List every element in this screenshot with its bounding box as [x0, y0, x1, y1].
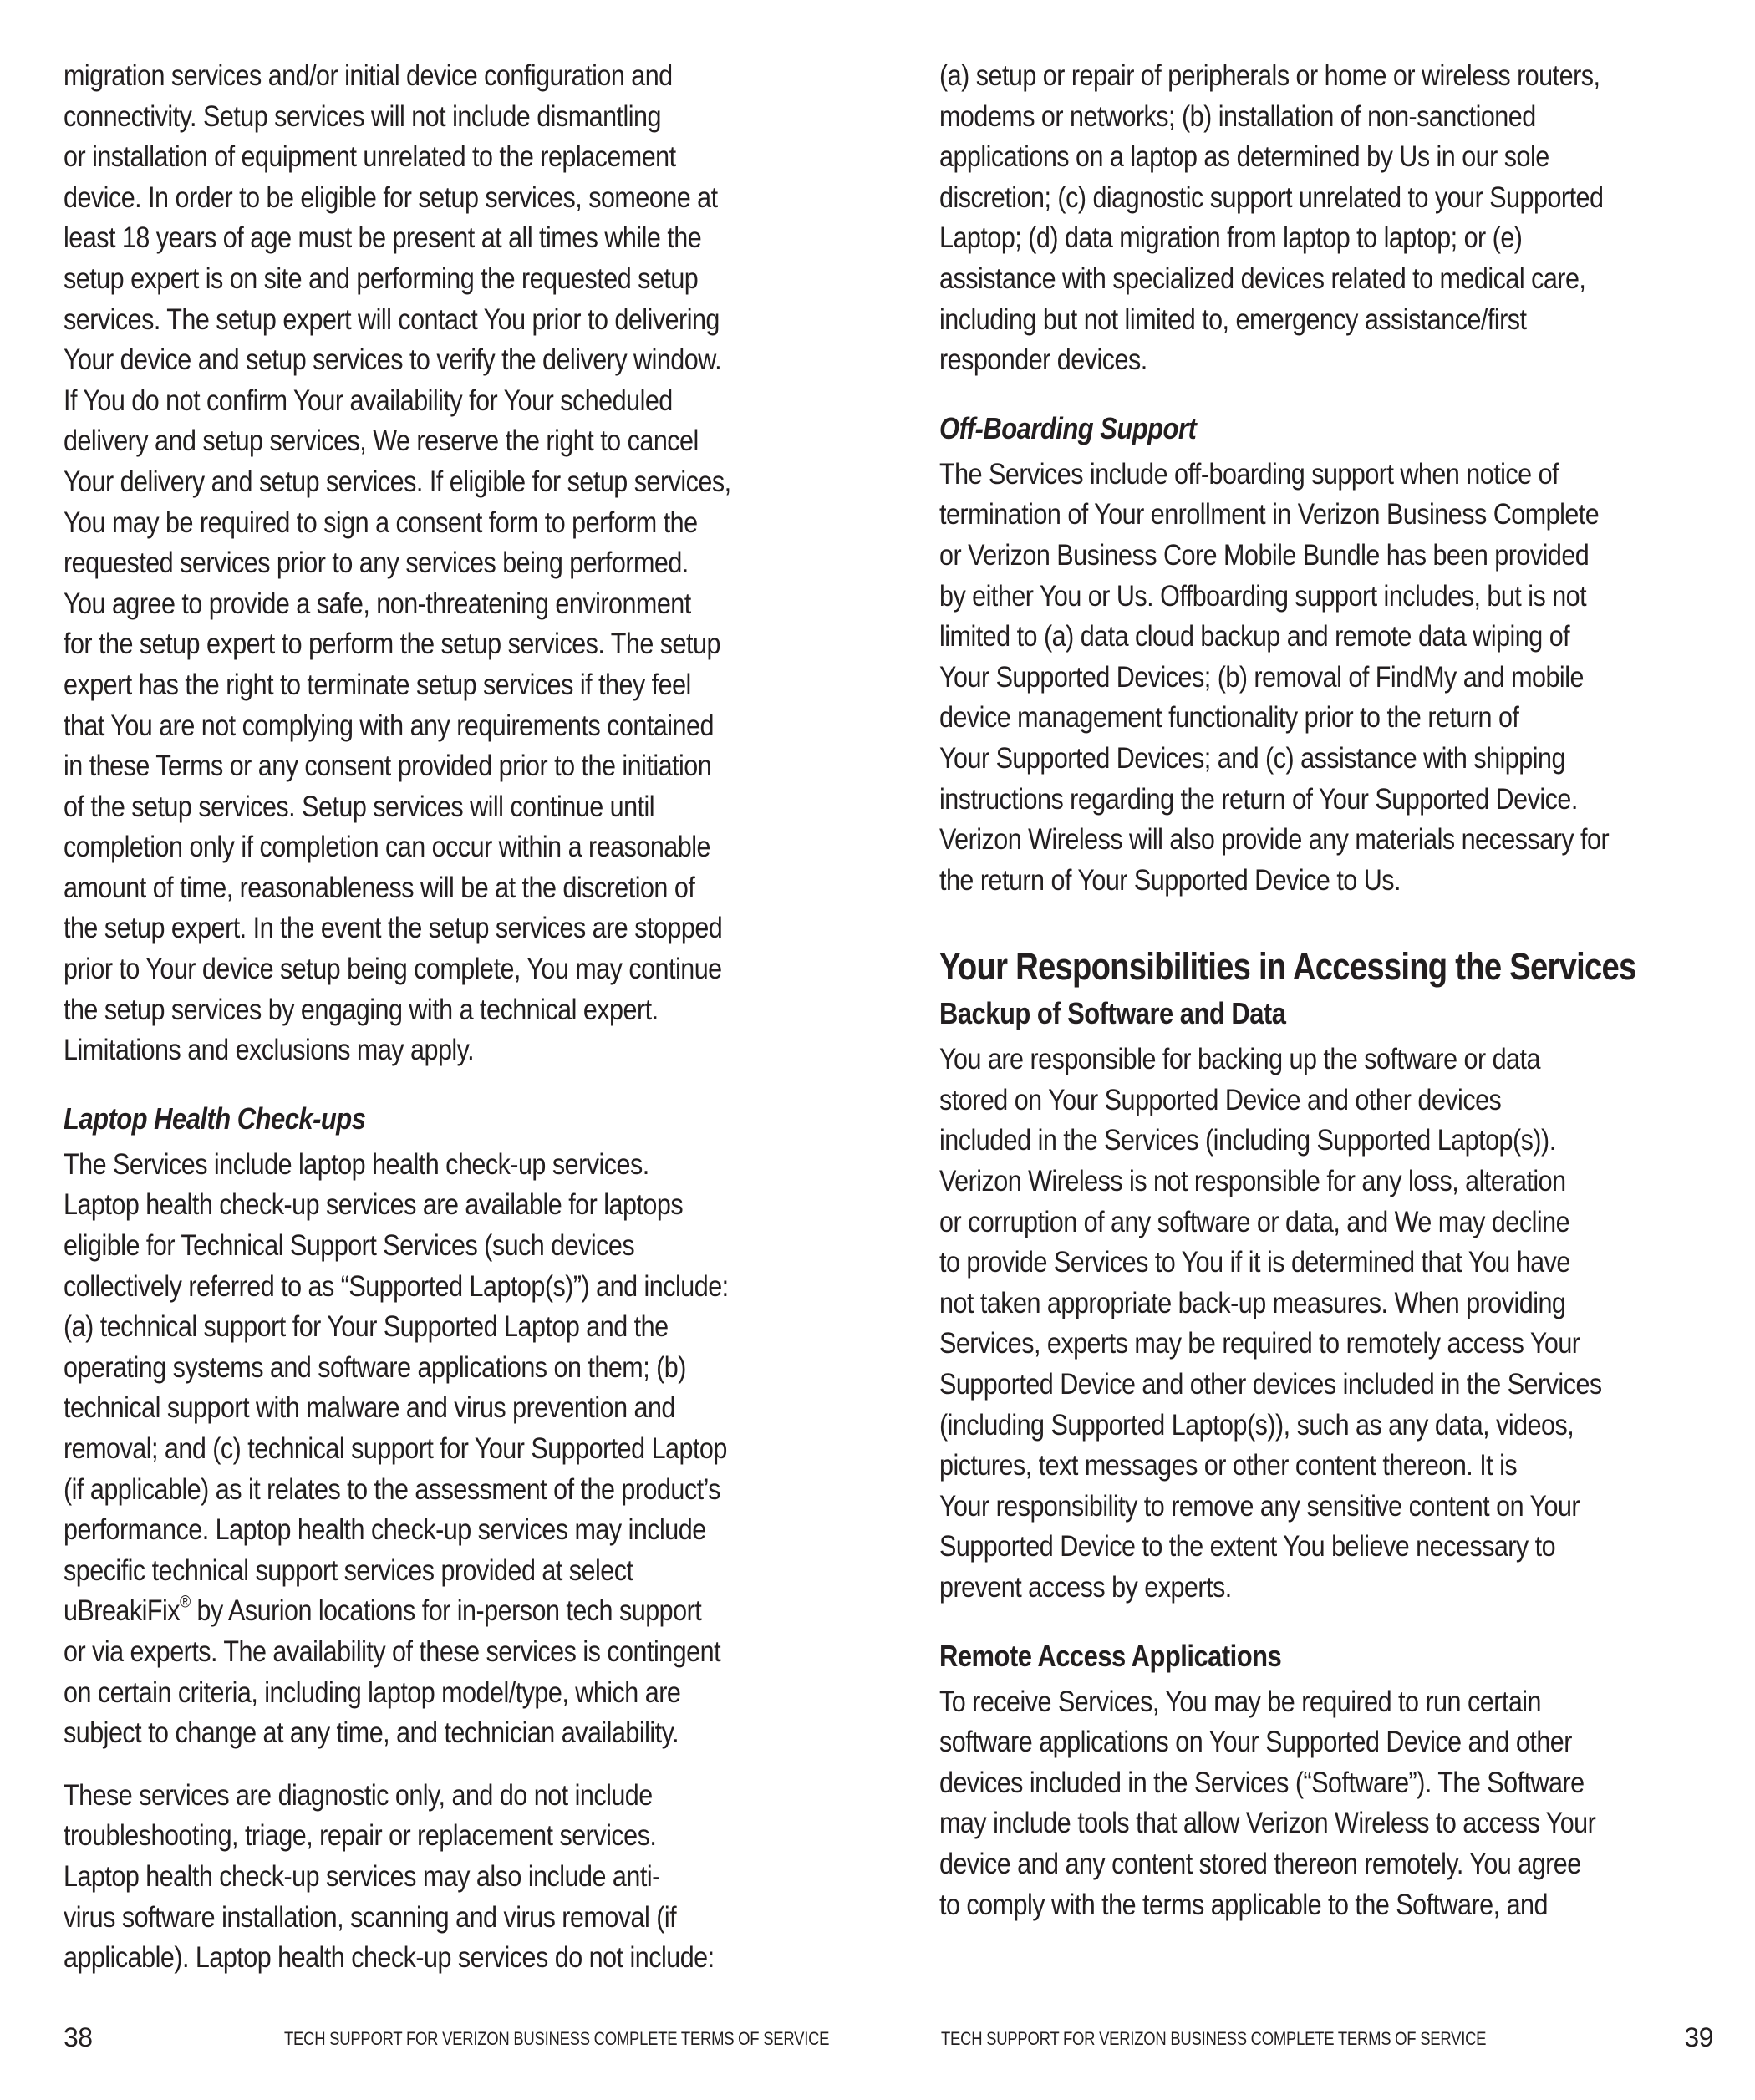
- text-line: software applications on Your Supported Device and other: [939, 1725, 1572, 1759]
- running-head: TECH SUPPORT FOR VERIZON BUSINESS COMPLETE TERMS OF SERVICE: [941, 2028, 1487, 2049]
- text-line: the return of Your Supported Device to Us.: [939, 862, 1401, 897]
- spacer: [939, 380, 1750, 409]
- text-line: device management functionality prior to the return of: [939, 700, 1519, 735]
- text-line: Your Supported Devices; and (c) assistance with shipping: [939, 740, 1565, 775]
- body-paragraph: [939, 1681, 1748, 1925]
- text-line: of the setup services. Setup services will continue until: [64, 789, 655, 823]
- text-line: stored on Your Supported Device and other devices: [939, 1082, 1502, 1116]
- page-number: 39: [1684, 2022, 1713, 2052]
- text-line: or via experts. The availability of these services is contingent: [64, 1634, 721, 1668]
- text-line: completion only if completion can occur within a reasonable: [64, 830, 710, 864]
- text-line: modems or networks; (b) installation of non-sanctioned: [939, 99, 1536, 133]
- text-line: troubleshooting, triage, repair or replacement services.: [64, 1818, 657, 1853]
- spacer: [939, 900, 1750, 943]
- text-line: eligible for Technical Support Services (such devices: [64, 1228, 635, 1263]
- text-line: or installation of equipment unrelated to the replacement: [64, 140, 676, 174]
- text-line: Verizon Wireless is not responsible for any loss, alteration: [939, 1164, 1566, 1198]
- text-line: device. In order to be eligible for setup services, someone at: [64, 180, 718, 214]
- text-line: Laptop health check-up services may also include anti-: [64, 1858, 660, 1893]
- text-line: performance. Laptop health check-up services may include: [64, 1513, 706, 1547]
- subheading-backup-of-software-and-data: Backup of Software and Data: [939, 996, 1286, 1031]
- page-number: 38: [64, 2022, 93, 2052]
- text-run: by Asurion locations for in-person tech support: [190, 1594, 702, 1628]
- text-line: by either You or Us. Offboarding support includes, but is not: [939, 578, 1587, 613]
- subheading-remote-access-applications: Remote Access Applications: [939, 1638, 1282, 1673]
- text-line: To receive Services, You may be required to run certain: [939, 1684, 1542, 1718]
- text-line: that You are not complying with any requirements contained: [64, 708, 714, 742]
- text-line: The Services include off-boarding support when notice of: [939, 456, 1559, 491]
- right-page: [878, 0, 1755, 2100]
- text-line: the setup services by engaging with a technical expert.: [64, 992, 659, 1026]
- text-line: Your responsibility to remove any sensitive content on Your: [939, 1488, 1580, 1523]
- text-line: device and any content stored thereon remotely. You agree: [939, 1846, 1581, 1880]
- right-page-footer: [878, 2021, 1755, 2054]
- text-line: If You do not confirm Your availability for Your scheduled: [64, 383, 673, 417]
- text-line: to provide Services to You if it is determined that You have: [939, 1245, 1570, 1279]
- text-line: Laptop; (d) data migration from laptop to laptop; or (e): [939, 221, 1523, 255]
- text-line: Your Supported Devices; (b) removal of FindMy and mobile: [939, 659, 1584, 694]
- text-line: You are responsible for backing up the software or data: [939, 1042, 1540, 1076]
- text-line: (a) setup or repair of peripherals or home or wireless routers,: [939, 58, 1600, 92]
- text-line: Your device and setup services to verify the delivery window.: [64, 343, 722, 377]
- text-line: including but not limited to, emergency assistance/first: [939, 302, 1527, 336]
- text-line: responder devices.: [939, 343, 1147, 377]
- text-line: These services are diagnostic only, and do not include: [64, 1777, 653, 1812]
- text-line: or corruption of any software or data, and We may decline: [939, 1204, 1570, 1238]
- text-line: for the setup expert to perform the setup services. The setup: [64, 627, 720, 661]
- text-line: specific technical support services provided at select: [64, 1553, 633, 1587]
- text-line: or Verizon Business Core Mobile Bundle has been provided: [939, 537, 1590, 572]
- text-run: uBreakiFix: [64, 1594, 181, 1628]
- text-line: included in the Services (including Supported Laptop(s)).: [939, 1123, 1556, 1157]
- text-line: least 18 years of age must be present at all times while the: [64, 221, 702, 255]
- text-line: operating systems and software applications on them; (b): [64, 1350, 686, 1384]
- running-head: TECH SUPPORT FOR VERIZON BUSINESS COMPLETE TERMS OF SERVICE: [284, 2028, 830, 2049]
- text-line: services. The setup expert will contact You prior to delivering: [64, 302, 720, 336]
- text-line: migration services and/or initial device configuration and: [64, 58, 673, 92]
- text-line: devices included in the Services (“Software”). The Software: [939, 1765, 1585, 1799]
- subheading-off-boarding-support: Off-Boarding Support: [939, 410, 1197, 445]
- body-paragraph: [939, 55, 1748, 380]
- text-line: requested services prior to any services being performed.: [64, 546, 689, 580]
- body-paragraph: [64, 1144, 843, 1753]
- spacer: [939, 1608, 1750, 1636]
- spacer: [64, 1753, 845, 1775]
- text-line: may include tools that allow Verizon Wireless to access Your: [939, 1806, 1596, 1840]
- text-line: [64, 1590, 843, 1631]
- body-paragraph: [939, 454, 1748, 901]
- text-line: applications on a laptop as determined by Us in our sole: [939, 140, 1549, 174]
- text-line: technical support with malware and virus prevention and: [64, 1391, 675, 1425]
- text-line: assistance with specialized devices related to medical care,: [939, 261, 1586, 295]
- text-line: the setup expert. In the event the setup services are stopped: [64, 911, 723, 945]
- body-paragraph: [64, 55, 843, 1070]
- text-line: Limitations and exclusions may apply.: [64, 1033, 475, 1067]
- text-line: subject to change at any time, and technician availability.: [64, 1716, 679, 1750]
- text-line: on certain criteria, including laptop model/type, which are: [64, 1675, 681, 1709]
- text-line: The Services include laptop health check-up services.: [64, 1147, 649, 1181]
- text-line: setup expert is on site and performing the requested setup: [64, 261, 699, 295]
- text-line: amount of time, reasonableness will be at the discretion of: [64, 870, 695, 904]
- text-line: (a) technical support for Your Supported Laptop and the: [64, 1309, 669, 1344]
- text-line: discretion; (c) diagnostic support unrelated to your Supported: [939, 180, 1604, 214]
- body-paragraph: [939, 1039, 1748, 1607]
- text-line: collectively referred to as “Supported Laptop(s)”) and include:: [64, 1269, 729, 1303]
- left-page-body: [64, 55, 845, 1978]
- text-line: in these Terms or any consent provided prior to the initiation: [64, 749, 712, 783]
- text-line: Supported Device and other devices included in the Services: [939, 1367, 1602, 1401]
- text-line: removal; and (c) technical support for Your Supported Laptop: [64, 1431, 727, 1465]
- text-line: termination of Your enrollment in Verizon Business Complete: [939, 497, 1600, 531]
- section-heading: Your Responsibilities in Accessing the Services: [939, 945, 1636, 989]
- text-line: not taken appropriate back-up measures. When providing: [939, 1285, 1566, 1319]
- text-line: instructions regarding the return of Your Supported Device.: [939, 781, 1578, 816]
- text-line: Services, experts may be required to remotely access Your: [939, 1326, 1580, 1360]
- subheading-laptop-health-check-ups: Laptop Health Check-ups: [64, 1101, 366, 1136]
- text-line: applicable). Laptop health check-up services do not include:: [64, 1940, 715, 1975]
- text-line: Supported Device to the extent You believe necessary to: [939, 1529, 1556, 1564]
- text-line: connectivity. Setup services will not include dismantling: [64, 99, 661, 133]
- text-line: (including Supported Laptop(s)), such as any data, videos,: [939, 1407, 1574, 1442]
- text-line: Your delivery and setup services. If eligible for setup services,: [64, 464, 731, 498]
- text-line: Laptop health check-up services are available for laptops: [64, 1187, 684, 1222]
- right-page-body: [939, 55, 1750, 1925]
- text-line: (if applicable) as it relates to the assessment of the product’s: [64, 1472, 721, 1506]
- text-line: You agree to provide a safe, non-threatening environment: [64, 586, 691, 620]
- left-page-footer: [0, 2021, 878, 2054]
- text-line: pictures, text messages or other content thereon. It is: [939, 1448, 1518, 1482]
- text-line: limited to (a) data cloud backup and remote data wiping of: [939, 619, 1570, 653]
- text-line: virus software installation, scanning and virus removal (if: [64, 1899, 677, 1934]
- text-line: prior to Your device setup being complete, You may continue: [64, 952, 722, 986]
- text-line: prevent access by experts.: [939, 1570, 1232, 1604]
- text-line: delivery and setup services, We reserve the right to cancel: [64, 424, 699, 458]
- text-line: to comply with the terms applicable to the Software, and: [939, 1887, 1548, 1921]
- text-line: Verizon Wireless will also provide any materials necessary for: [939, 822, 1610, 857]
- spacer: [64, 1070, 845, 1099]
- text-line: expert has the right to terminate setup services if they feel: [64, 667, 691, 701]
- body-paragraph: [64, 1775, 843, 1978]
- text-line: You may be required to sign a consent form to perform the: [64, 505, 698, 539]
- registered-mark: ®: [180, 1592, 191, 1612]
